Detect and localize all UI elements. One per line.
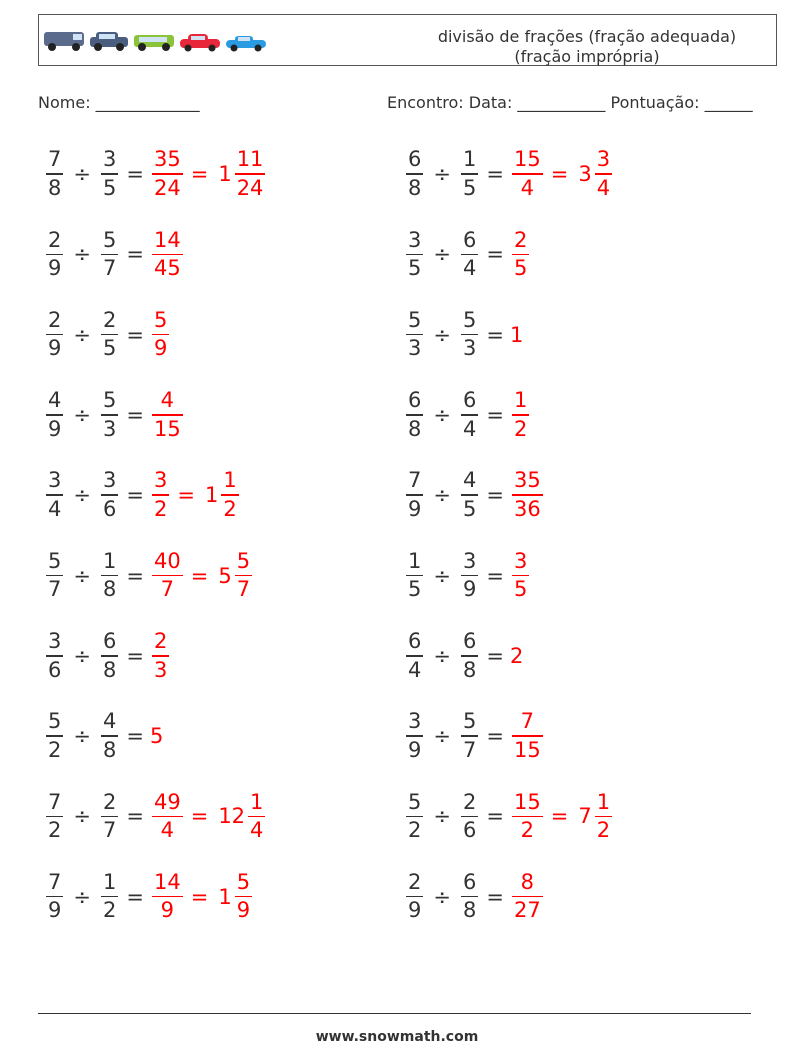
answer-fraction-denominator: 7	[160, 577, 175, 602]
divide-sign: ÷	[433, 804, 451, 829]
divisor-fraction	[101, 549, 118, 603]
answer-fraction	[512, 870, 543, 924]
answer-fraction	[152, 629, 169, 683]
answer-fraction-numerator: 8	[520, 869, 535, 894]
divisor-fraction	[461, 388, 478, 442]
dividend-fraction-denominator: 8	[48, 175, 62, 200]
answer-equals-sign: =	[190, 162, 209, 186]
dividend-fraction	[46, 468, 63, 522]
divisor-fraction-denominator: 7	[102, 256, 117, 281]
equals-sign: =	[486, 643, 504, 668]
divide-sign: ÷	[73, 804, 91, 829]
divisor-fraction-denominator: 8	[462, 898, 477, 923]
title-line-2: (fração imprópria)	[514, 47, 660, 66]
problem-5	[44, 305, 171, 365]
divide-sign: ÷	[73, 242, 91, 267]
answer-integer: 5	[149, 724, 164, 749]
answer-fraction-numerator: 2	[153, 629, 168, 653]
answer-equals-sign: =	[550, 804, 569, 829]
answer-fraction-denominator: 5	[513, 256, 528, 281]
equals-sign: =	[126, 162, 144, 186]
dividend-fraction-denominator: 8	[408, 175, 422, 200]
divisor-fraction-denominator: 6	[102, 496, 117, 521]
dividend-fraction-numerator: 5	[408, 789, 422, 814]
divisor-fraction	[101, 468, 118, 522]
meeting-date-score-field: Encontro: Data: ___________ Pontuação: ______	[387, 93, 753, 112]
dividend-fraction-denominator: 7	[48, 577, 62, 602]
answer-fraction-denominator: 36	[513, 496, 541, 521]
divide-sign: ÷	[433, 322, 451, 347]
divide-sign: ÷	[433, 483, 451, 508]
red-car-icon	[180, 34, 220, 52]
mixed-fraction-denominator: 7	[236, 577, 251, 602]
dividend-fraction-denominator: 6	[48, 657, 62, 682]
answer-fraction-denominator: 24	[153, 175, 181, 200]
answer-fraction	[152, 549, 183, 603]
divide-sign: ÷	[73, 724, 91, 749]
mixed-fraction	[235, 147, 266, 201]
divisor-fraction	[461, 468, 478, 522]
dividend-fraction-numerator: 3	[48, 629, 62, 653]
divisor-fraction-denominator: 7	[102, 818, 117, 843]
divisor-fraction-numerator: 5	[102, 388, 117, 413]
divisor-fraction-numerator: 6	[462, 388, 477, 413]
divisor-fraction-numerator: 1	[462, 147, 477, 172]
divisor-fraction-denominator: 8	[462, 657, 477, 682]
footer-url: www.snowmath.com	[315, 1029, 479, 1045]
divisor-fraction-numerator: 5	[462, 709, 477, 734]
answer-fraction-denominator: 27	[513, 898, 541, 923]
divisor-fraction-numerator: 2	[102, 307, 117, 332]
equals-sign: =	[126, 402, 144, 427]
dividend-fraction	[46, 308, 63, 362]
dividend-fraction-numerator: 3	[48, 468, 62, 493]
name-field: Nome: _____________	[38, 93, 200, 112]
problem-19	[44, 867, 254, 927]
mixed-fraction-numerator: 3	[596, 147, 611, 172]
mixed-fraction-denominator: 24	[236, 175, 264, 200]
answer-fraction	[512, 388, 529, 442]
dividend-fraction-denominator: 9	[48, 416, 62, 441]
answer-fraction	[152, 468, 169, 522]
divisor-fraction-denominator: 8	[102, 577, 117, 602]
dividend-fraction-denominator: 5	[408, 577, 422, 602]
problem-15	[44, 706, 163, 766]
dividend-fraction	[46, 388, 63, 442]
dividend-fraction	[406, 870, 423, 924]
divisor-fraction-numerator: 5	[462, 307, 477, 332]
divisor-fraction-denominator: 3	[462, 336, 477, 361]
divisor-fraction	[101, 228, 118, 282]
divisor-fraction	[101, 790, 118, 844]
mixed-whole: 3	[578, 162, 592, 186]
answer-fraction-numerator: 1	[513, 388, 528, 413]
answer-equals-sign: =	[190, 884, 209, 909]
equals-sign: =	[486, 242, 504, 267]
answer-fraction-numerator: 2	[513, 227, 528, 252]
divide-sign: ÷	[433, 242, 451, 267]
dividend-fraction	[406, 147, 423, 201]
answer-integer: 2	[509, 643, 524, 668]
answer-fraction-numerator: 14	[153, 227, 181, 252]
problem-4	[404, 224, 531, 284]
divisor-fraction	[461, 629, 478, 683]
dividend-fraction	[406, 388, 423, 442]
divide-sign: ÷	[73, 402, 91, 427]
equals-sign: =	[486, 402, 504, 427]
answer-fraction	[152, 147, 183, 201]
mixed-fraction	[248, 790, 265, 844]
problem-10	[404, 465, 545, 525]
dividend-fraction-numerator: 6	[408, 388, 422, 413]
answer-equals-sign: =	[177, 483, 195, 508]
header-box	[38, 14, 777, 66]
answer-fraction-denominator: 4	[160, 818, 175, 843]
divisor-fraction	[101, 870, 118, 924]
dividend-fraction-numerator: 7	[408, 468, 422, 493]
mixed-fraction-numerator: 1	[596, 789, 611, 814]
dividend-fraction-numerator: 7	[48, 789, 62, 814]
answer-fraction	[152, 790, 183, 844]
divisor-fraction-numerator: 3	[102, 147, 117, 172]
van-icon	[44, 32, 84, 51]
answer-fraction-numerator: 35	[153, 147, 181, 172]
dividend-fraction-numerator: 3	[408, 227, 422, 252]
answer-fraction-numerator: 4	[160, 388, 175, 413]
equals-sign: =	[486, 322, 504, 347]
equals-sign: =	[126, 563, 144, 588]
answer-fraction	[512, 147, 543, 201]
mixed-whole: 12	[218, 804, 246, 829]
dividend-fraction-denominator: 9	[48, 256, 62, 281]
mixed-whole: 7	[578, 804, 592, 829]
dividend-fraction	[46, 549, 63, 603]
answer-fraction	[512, 709, 543, 763]
equals-sign: =	[126, 322, 144, 347]
answer-fraction-numerator: 14	[153, 869, 181, 894]
answer-fraction	[512, 549, 529, 603]
dividend-fraction	[46, 629, 63, 683]
dividend-fraction-numerator: 3	[408, 709, 422, 734]
dividend-fraction-numerator: 4	[48, 388, 62, 413]
divisor-fraction-denominator: 7	[462, 737, 477, 762]
answer-fraction-numerator: 15	[513, 789, 541, 814]
answer-fraction-numerator: 35	[513, 468, 541, 493]
problem-9	[44, 465, 241, 525]
mixed-fraction-denominator: 2	[596, 818, 611, 843]
equals-sign: =	[126, 483, 144, 508]
answer-fraction-denominator: 3	[153, 657, 168, 682]
dividend-fraction-denominator: 3	[408, 336, 422, 361]
footer-divider	[38, 1013, 751, 1014]
dividend-fraction	[46, 790, 63, 844]
worksheet-title	[399, 27, 775, 67]
divide-sign: ÷	[433, 884, 451, 909]
cars-illustration	[43, 29, 267, 53]
green-car-icon	[134, 35, 174, 51]
divisor-fraction	[461, 147, 478, 201]
problem-6	[404, 305, 523, 365]
divisor-fraction-numerator: 4	[102, 709, 117, 734]
problem-12	[404, 546, 531, 606]
answer-fraction-numerator: 15	[513, 147, 541, 172]
divisor-fraction	[101, 147, 118, 201]
divisor-fraction-numerator: 1	[102, 869, 117, 894]
dividend-fraction	[406, 308, 423, 362]
divisor-fraction-denominator: 9	[462, 577, 477, 602]
divisor-fraction-denominator: 8	[102, 737, 117, 762]
divisor-fraction-numerator: 2	[102, 789, 117, 814]
divisor-fraction	[461, 549, 478, 603]
equals-sign: =	[486, 804, 504, 829]
divisor-fraction-numerator: 5	[102, 227, 117, 252]
equals-sign: =	[486, 162, 504, 186]
divide-sign: ÷	[73, 884, 91, 909]
divide-sign: ÷	[73, 643, 91, 668]
dividend-fraction-numerator: 5	[48, 548, 62, 573]
divisor-fraction-numerator: 1	[102, 548, 117, 573]
dividend-fraction-numerator: 2	[48, 227, 62, 252]
dividend-fraction-denominator: 9	[408, 898, 422, 923]
dividend-fraction	[46, 147, 63, 201]
suv-icon	[90, 32, 128, 51]
answer-fraction-numerator: 40	[153, 548, 181, 573]
divisor-fraction-denominator: 4	[462, 416, 477, 441]
dividend-fraction-denominator: 9	[48, 336, 62, 361]
dividend-fraction	[46, 870, 63, 924]
divisor-fraction-numerator: 6	[462, 869, 477, 894]
dividend-fraction-denominator: 9	[48, 898, 62, 923]
answer-fraction	[152, 388, 183, 442]
divisor-fraction-denominator: 5	[462, 496, 477, 521]
blue-car-icon	[226, 36, 266, 52]
equals-sign: =	[126, 804, 144, 829]
mixed-fraction-denominator: 9	[236, 898, 251, 923]
problem-16	[404, 706, 545, 766]
dividend-fraction	[406, 709, 423, 763]
dividend-fraction	[406, 468, 423, 522]
answer-fraction	[152, 870, 183, 924]
dividend-fraction-numerator: 7	[48, 147, 62, 172]
answer-fraction-numerator: 5	[153, 307, 168, 332]
divide-sign: ÷	[433, 724, 451, 749]
mixed-fraction	[595, 790, 612, 844]
mixed-fraction	[595, 147, 612, 201]
answer-fraction-denominator: 4	[520, 175, 535, 200]
dividend-fraction-denominator: 2	[48, 737, 62, 762]
mixed-fraction-numerator: 5	[236, 548, 251, 573]
mixed-fraction	[235, 549, 252, 603]
answer-integer: 1	[509, 322, 524, 347]
equals-sign: =	[486, 884, 504, 909]
mixed-whole: 1	[204, 483, 219, 508]
problem-11	[44, 546, 254, 606]
problem-17	[44, 786, 267, 846]
answer-fraction-denominator: 9	[160, 898, 175, 923]
answer-equals-sign: =	[190, 563, 209, 588]
answer-equals-sign: =	[190, 804, 209, 829]
divide-sign: ÷	[73, 563, 91, 588]
equals-sign: =	[126, 724, 144, 749]
equals-sign: =	[126, 643, 144, 668]
answer-fraction	[512, 228, 529, 282]
dividend-fraction-denominator: 5	[408, 256, 422, 281]
divisor-fraction	[461, 308, 478, 362]
equals-sign: =	[486, 483, 504, 508]
answer-fraction-denominator: 5	[513, 577, 528, 602]
mixed-fraction-denominator: 4	[250, 818, 264, 843]
answer-fraction	[512, 468, 543, 522]
mixed-fraction-denominator: 4	[596, 175, 611, 200]
dividend-fraction	[46, 709, 63, 763]
dividend-fraction	[406, 549, 423, 603]
dividend-fraction-denominator: 9	[408, 737, 422, 762]
dividend-fraction-numerator: 6	[408, 147, 422, 172]
divisor-fraction-numerator: 6	[462, 227, 477, 252]
divisor-fraction-numerator: 4	[462, 468, 477, 493]
problem-1	[44, 144, 267, 204]
divisor-fraction	[101, 388, 118, 442]
answer-fraction-denominator: 15	[513, 737, 541, 762]
equals-sign: =	[486, 724, 504, 749]
answer-fraction-denominator: 9	[153, 336, 168, 361]
divide-sign: ÷	[433, 402, 451, 427]
mixed-fraction-numerator: 11	[236, 147, 264, 172]
equals-sign: =	[126, 884, 144, 909]
answer-fraction-denominator: 45	[153, 256, 181, 281]
answer-fraction-numerator: 49	[153, 789, 181, 814]
divisor-fraction	[101, 709, 118, 763]
dividend-fraction	[406, 629, 423, 683]
divisor-fraction	[461, 790, 478, 844]
dividend-fraction-denominator: 4	[48, 496, 62, 521]
dividend-fraction-numerator: 5	[408, 307, 422, 332]
dividend-fraction-numerator: 6	[408, 629, 422, 653]
answer-fraction-denominator: 2	[513, 416, 528, 441]
dividend-fraction-denominator: 4	[408, 657, 422, 682]
mixed-fraction-denominator: 2	[223, 496, 237, 521]
mixed-fraction-numerator: 1	[250, 789, 264, 814]
mixed-fraction-numerator: 1	[223, 468, 237, 493]
dividend-fraction	[406, 790, 423, 844]
divisor-fraction-denominator: 4	[462, 256, 477, 281]
mixed-whole: 5	[218, 563, 232, 588]
answer-fraction	[152, 308, 169, 362]
divisor-fraction-denominator: 8	[102, 657, 117, 682]
dividend-fraction-numerator: 7	[48, 869, 62, 894]
divisor-fraction	[101, 308, 118, 362]
dividend-fraction-numerator: 1	[408, 548, 422, 573]
dividend-fraction-numerator: 2	[48, 307, 62, 332]
divisor-fraction-numerator: 6	[462, 629, 477, 653]
dividend-fraction-numerator: 5	[48, 709, 62, 734]
divide-sign: ÷	[73, 162, 91, 186]
mixed-whole: 1	[218, 162, 232, 186]
divide-sign: ÷	[433, 643, 451, 668]
divisor-fraction-numerator: 3	[462, 548, 477, 573]
dividend-fraction-denominator: 2	[408, 818, 422, 843]
answer-fraction-numerator: 3	[153, 468, 168, 493]
mixed-fraction-numerator: 5	[236, 869, 251, 894]
answer-fraction-denominator: 2	[520, 818, 535, 843]
problem-18	[404, 786, 614, 846]
answer-fraction-numerator: 3	[513, 548, 528, 573]
dividend-fraction-denominator: 2	[48, 818, 62, 843]
divide-sign: ÷	[73, 322, 91, 347]
divisor-fraction-numerator: 6	[102, 629, 117, 653]
dividend-fraction	[406, 228, 423, 282]
answer-fraction	[512, 790, 543, 844]
divisor-fraction-denominator: 3	[102, 416, 117, 441]
mixed-fraction	[221, 468, 238, 522]
answer-fraction-denominator: 2	[153, 496, 168, 521]
equals-sign: =	[126, 242, 144, 267]
title-line-1: divisão de frações (fração adequada)	[437, 27, 737, 46]
answer-fraction	[152, 228, 183, 282]
divide-sign: ÷	[73, 483, 91, 508]
divisor-fraction	[461, 228, 478, 282]
divisor-fraction-numerator: 3	[102, 468, 117, 493]
divisor-fraction	[461, 870, 478, 924]
answer-equals-sign: =	[550, 162, 569, 186]
problem-8	[404, 385, 531, 445]
divisor-fraction-denominator: 2	[102, 898, 117, 923]
problem-7	[44, 385, 185, 445]
dividend-fraction	[46, 228, 63, 282]
dividend-fraction-denominator: 9	[408, 496, 422, 521]
divisor-fraction-numerator: 2	[462, 789, 477, 814]
problem-2	[404, 144, 614, 204]
mixed-fraction	[235, 870, 252, 924]
divisor-fraction	[101, 629, 118, 683]
divide-sign: ÷	[433, 162, 451, 186]
divide-sign: ÷	[433, 563, 451, 588]
dividend-fraction-denominator: 8	[408, 416, 422, 441]
divisor-fraction-denominator: 5	[462, 175, 477, 200]
divisor-fraction-denominator: 6	[462, 818, 477, 843]
divisor-fraction	[461, 709, 478, 763]
dividend-fraction-numerator: 2	[408, 869, 422, 894]
divisor-fraction-denominator: 5	[102, 175, 117, 200]
mixed-whole: 1	[218, 884, 232, 909]
problem-14	[404, 626, 523, 686]
problem-3	[44, 224, 185, 284]
answer-fraction-numerator: 7	[520, 709, 535, 734]
problem-20	[404, 867, 545, 927]
answer-fraction-denominator: 15	[153, 416, 181, 441]
problem-13	[44, 626, 171, 686]
divisor-fraction-denominator: 5	[102, 336, 117, 361]
equals-sign: =	[486, 563, 504, 588]
